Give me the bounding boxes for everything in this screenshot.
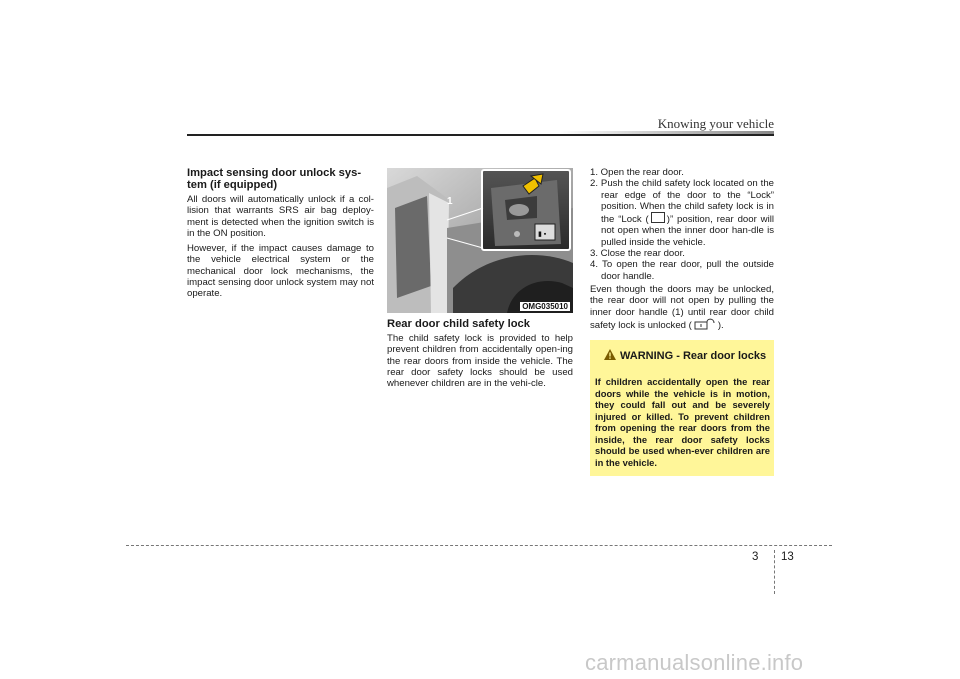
step-2 — [590, 178, 774, 248]
impact-sensing-para-2: However, if the impact causes damage to the vehicle electrical system or the mechanical door lock mechanisms, the impact sensing door unlock system may not operate. — [187, 243, 374, 300]
warning-label: WARNING — [620, 350, 674, 362]
callout-number: 1 — [447, 196, 453, 207]
chapter-number: 3 — [752, 551, 759, 563]
warning-body: If children accidentally open the rear doors while the vehicle is in motion, they could fall out and be severely injured or killed. To prevent children from opening the rear doors from the inside, the rear door safety locks should be used when-ever children are in the vehicle. — [595, 376, 770, 468]
impact-sensing-para-1: All doors will automatically unlock if a col-lision that warrants SRS air bag deploy-ment is detected when the ignition switch is in the ON position. — [187, 194, 374, 239]
impact-sensing-section — [187, 167, 374, 304]
watermark: carmanualsonline.info — [585, 650, 804, 675]
rear-door-illustration — [387, 168, 573, 313]
page-number: 13 — [781, 551, 794, 563]
impact-sensing-heading: Impact sensing door unlock sys-tem (if equipped) — [187, 167, 362, 191]
unlock-note — [590, 284, 774, 331]
child-lock-figure — [387, 168, 573, 313]
header-rule — [187, 134, 774, 136]
child-lock-section — [387, 318, 573, 393]
unlock-position-icon — [694, 318, 716, 330]
step-4: 4. To open the rear door, pull the outside door handle. — [590, 259, 774, 282]
child-lock-para: The child safety lock is provided to help prevent children from accidentally open-ing the rear doors from inside the vehicle. The rear door safety locks should be used whenever children are in the vehi-cle. — [387, 333, 573, 390]
section-title: Knowing your vehicle — [657, 116, 774, 131]
warning-subject: - Rear door locks — [676, 350, 767, 362]
step-2-text-a: 2. Push the child safety lock located on the rear edge of the door to the “Lock” position. When the child safety lock is in the “Lock ( — [590, 178, 774, 226]
unlock-note-text-b: ). — [717, 319, 724, 331]
footer-divider — [774, 550, 775, 594]
unlock-note-text-a: Even though the doors may be unlocked, the rear door will not open by pulling the inner door handle (1) until rear door child safety lock is unlocked ( — [590, 283, 774, 331]
figure-caption: OMG035010 — [522, 302, 568, 311]
child-lock-heading: Rear door child safety lock — [387, 318, 530, 330]
step-3: 3. Close the rear door. — [590, 248, 685, 260]
svg-text:▮ ▪: ▮ ▪ — [538, 231, 547, 238]
footer-rule — [126, 545, 832, 546]
warning-box — [590, 340, 774, 476]
child-lock-steps — [590, 167, 774, 335]
warning-triangle-icon — [604, 349, 616, 360]
steps-list — [590, 167, 774, 282]
step-1: 1. Open the rear door. — [590, 167, 684, 178]
warning-title — [604, 349, 769, 362]
lock-position-icon — [651, 212, 665, 223]
step-2-text-b: )” position, rear door will not open when the inner door han-dle is pulled inside the vehicle. — [601, 214, 774, 248]
